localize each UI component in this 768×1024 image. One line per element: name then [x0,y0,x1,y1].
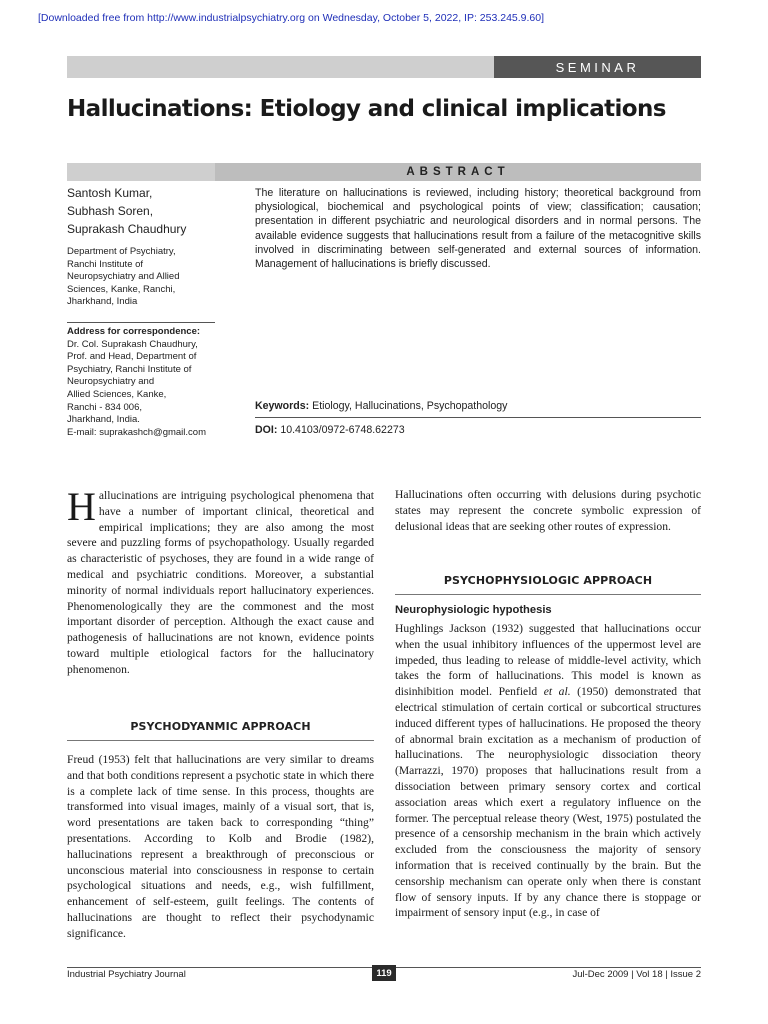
subsection-heading: Neurophysiologic hypothesis [395,604,552,616]
body-paragraph [395,621,701,921]
correspondence-line: Allied Sciences, Kanke, [67,388,167,400]
divider [67,322,215,323]
affiliation [67,246,217,309]
abstract-text: The literature on hallucinations is reviewed, including history; theoretical background from physiological, biochemical and psychological points of view; classification; causation; presentation in different psychiatric and neurological disorders and in normal persons. The available evidence suggests that hallucinations result from a failure of the metacognitive skills involved in discriminating between self-generated and external sources of information. Management of hallucinations is briefly discussed. [255,187,701,271]
divider [67,740,374,741]
correspondence-block [67,326,237,439]
doi-value: 10.4103/0972-6748.62273 [280,424,405,436]
doi-label: DOI: [255,424,278,436]
abstract-left-bar [67,163,215,181]
et-al: et al. [543,685,571,699]
author-name: Santosh Kumar, [67,186,153,200]
correspondence-line: Dr. Col. Suprakash Chaudhury, [67,338,198,350]
section-tag: SEMINAR [494,56,701,78]
footer-journal: Industrial Psychiatry Journal [67,969,186,980]
correspondence-line: Prof. and Head, Department of [67,351,197,363]
affiliation-line: Ranchi Institute of [67,258,144,270]
correspondence-heading: Address for correspondence: [67,326,201,337]
affiliation-line: Jharkhand, India [67,296,138,308]
affiliation-line: Department of Psychiatry, [67,246,176,257]
keywords-value: Etiology, Hallucinations, Psychopathology [312,400,508,412]
correspondence-line: Ranchi - 834 006, [67,401,142,413]
divider [255,417,701,418]
abstract-heading: ABSTRACT [215,163,701,181]
affiliation-line: Sciences, Kanke, Ranchi, [67,283,176,295]
paragraph-text: Hughlings Jackson (1932) suggested that hallucinations occur when the usual inhibitory influences of the uppermost level are impeded, thus leading to release of middle-level activity, which takes the form of hallucinations. This model is known as disinhibition model. Penfield [395,622,701,699]
intro-paragraph [67,484,374,678]
correspondence-email: E-mail: suprakashch@gmail.com [67,426,206,438]
paragraph-text: (1950) demonstrated that electrical stimulation of certain cortical or subcortical structures induced different types of hallucinations. He proposed the theory of abnormal brain excitation as a mechanism of production of hallucinations. The neurophysiologic dissociation theory (Marrazzi, 1970) proposes that hallucinations result from a dissociation between primary sensory cortex and cortical association areas which exert a regulatory influence on the former. The perceptual release theory (West, 1975) postulated the presence of a censorship mechanism in the brain which actively excluded from the consciousness the majority of sensory information that is received continually by the brain. But the censorship mechanism can operate only when there is constant flow of sensory inputs. If by any chance there is stoppage or impairment of sensory input (e.g., in case of [395,685,701,920]
intro-text: allucinations are intriguing psychological phenomena that have a number of important clinical, theoretical and empirical implications; they are also among the most severe and puzzling forms of psychopathology. Usually regarded as characteristic of psychoses, they are found in a wide range of medical and psychiatric conditions. Moreover, a substantial minority of normal individuals report hallucinatory experiences. Phenomenologically they are the commonest and the most important disorder of perception. Although the exact cause and pathogenesis of hallucinations are not known, evidence points toward multiple etiological factors for the hallucinatory phenomenon. [67,489,374,676]
drop-cap: H [67,484,96,529]
affiliation-line: Neuropsychiatry and Allied [67,271,180,283]
author-list [67,184,227,238]
section-heading: PSYCHODYANMIC APPROACH [130,720,311,733]
doi [255,424,701,436]
author-name: Subhash Soren, [67,204,154,218]
divider [395,594,701,595]
page-number: 119 [372,965,396,981]
correspondence-line: Psychiatry, Ranchi Institute of [67,363,192,375]
body-paragraph: Freud (1953) felt that hallucinations are very similar to dreams and that both conditions represent a psychotic state in which there is a complete lack of time sense. In this process, thoughts are transformed into visual images, mainly of a visual sort, that is, word presentations are taken back to corresponding “thing” presentations. According to Kolb and Brodie (1982), hallucinations represent a breakthrough of preconscious or unconscious material into consciousness in response to certain psychological situations and needs, e.g., wish fulfillment, enhancement of self-esteem, guilt feelings. The contents of hallucinations are thought to reflect their psychodynamic significance. [67,753,374,940]
correspondence-line: Neuropsychiatry and [67,376,155,388]
keywords [255,400,701,412]
keywords-label: Keywords: [255,400,310,412]
correspondence-line: Jharkhand, India. [67,414,140,426]
footer-issue: Jul-Dec 2009 | Vol 18 | Issue 2 [572,969,701,980]
author-name: Suprakash Chaudhury [67,222,187,236]
article-title: Hallucinations: Etiology and clinical implications [67,96,666,122]
download-note: [Downloaded free from http://www.industrialpsychiatry.org on Wednesday, October 5, 2022, IP: 253.245.9.60] [38,12,545,24]
body-paragraph: Hallucinations often occurring with delusions during psychotic states may represent the concrete symbolic expression of delusional ideas that are seeking other routes of expression. [395,488,701,533]
section-heading: PSYCHOPHYSIOLOGIC APPROACH [443,574,653,587]
